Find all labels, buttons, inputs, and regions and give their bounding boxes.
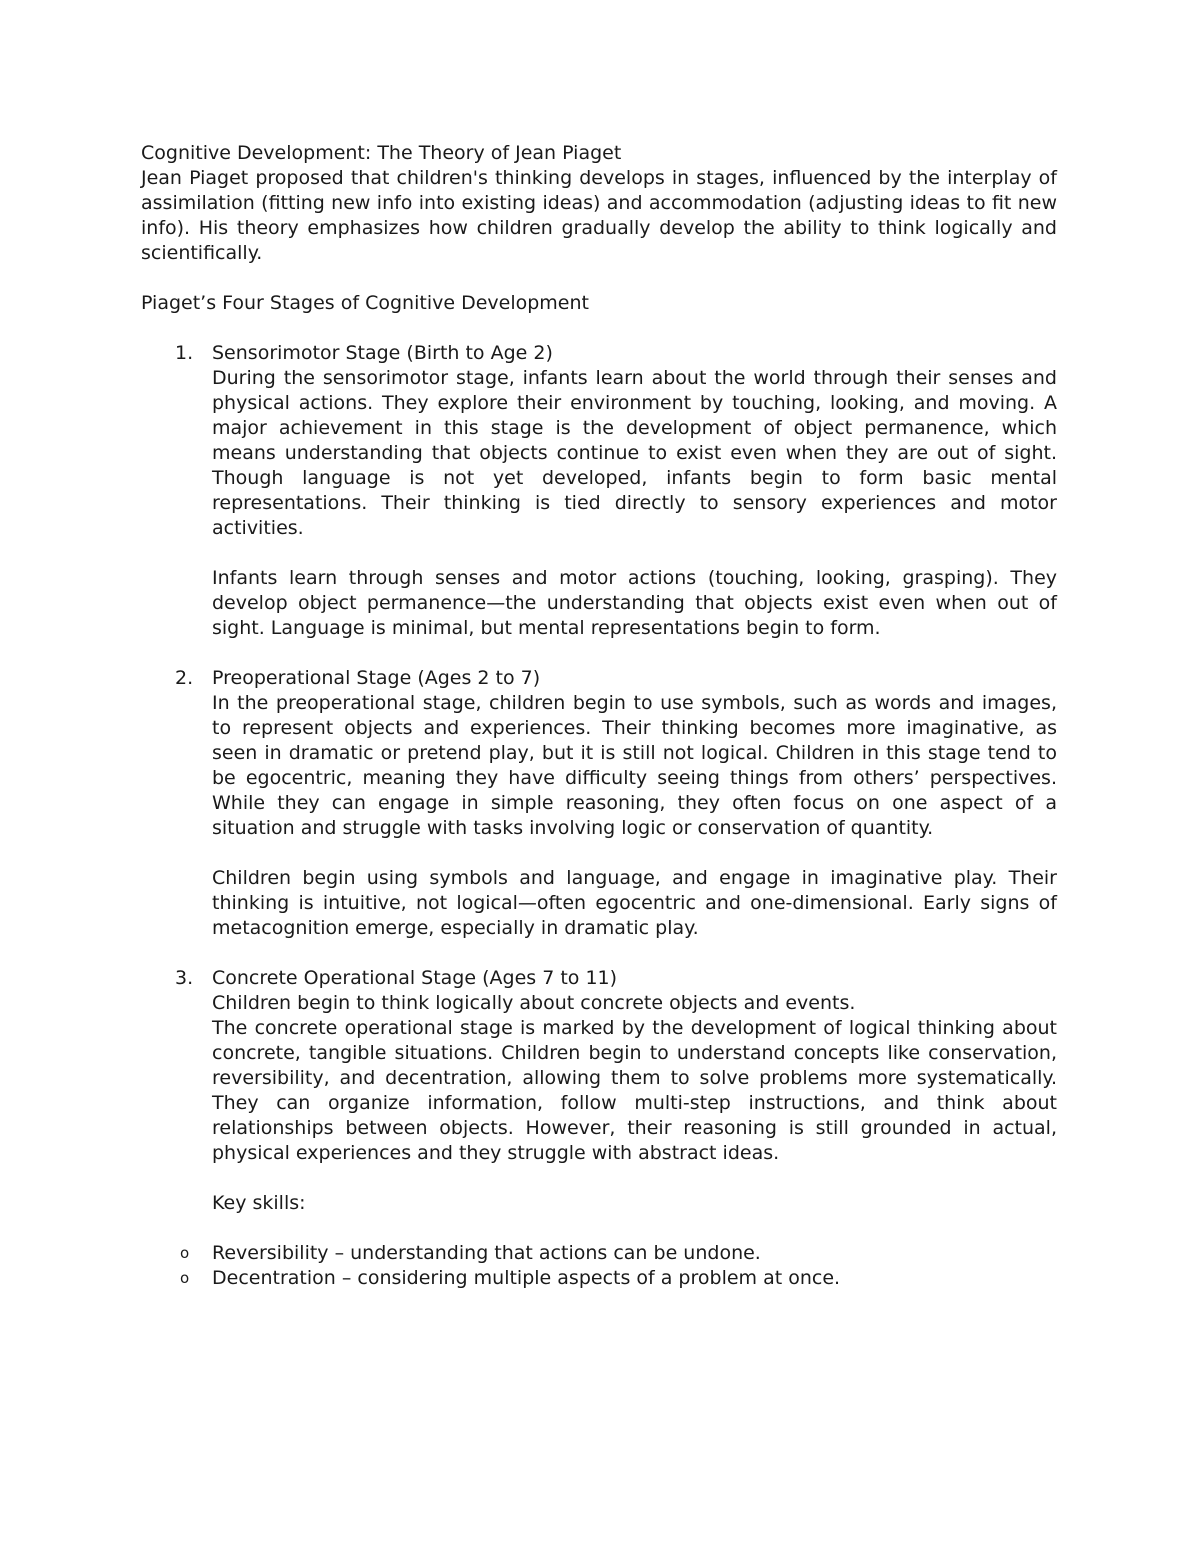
skill-text: Decentration – considering multiple aspects of a problem at once. bbox=[212, 1267, 841, 1289]
spacer bbox=[141, 316, 1057, 341]
skill-text: Reversibility – understanding that actions can be undone. bbox=[212, 1242, 761, 1264]
intro-paragraph: Jean Piaget proposed that children's thinking develops in stages, influenced by the interplay of assimilation (fitting new info into existing ideas) and accommodation (adjusting ideas to fit new info). His theory emphasizes how children gradually develop the ability to think logically and scientifically. bbox=[141, 167, 1057, 264]
stage-number: 3. bbox=[175, 967, 194, 989]
spacer bbox=[212, 1216, 1057, 1241]
spacer bbox=[141, 941, 1057, 966]
stage-description: During the sensorimotor stage, infants learn about the world through their senses and physical actions. They explore their environment by touching, looking, and moving. A major achievement in this stage is the development of object permanence, which means understanding that objects continue to exist even when they are out of sight. Though language is not yet developed, infants begin to form basic mental representations. Their thinking is tied directly to sensory experiences and motor activities. bbox=[212, 367, 1057, 539]
spacer bbox=[141, 641, 1057, 666]
stage-number: 2. bbox=[175, 667, 194, 689]
key-skills-list bbox=[141, 1241, 1057, 1291]
spacer bbox=[212, 1166, 1057, 1191]
stage-description: In the preoperational stage, children begin to use symbols, such as words and images, to represent objects and experiences. Their thinking becomes more imaginative, as seen in dramatic or pretend play, but it is still not logical. Children in this stage tend to be egocentric, meaning they have difficulty seeing things from others’ perspectives. While they can engage in simple reasoning, they often focus on one aspect of a situation and struggle with tasks involving logic or conservation of quantity. bbox=[212, 692, 1057, 839]
stage-summary: Children begin using symbols and language, and engage in imaginative play. Their thinking is intuitive, not logical—often egocentric and one-dimensional. Early signs of metacognition emerge, especially in dramatic play. bbox=[212, 867, 1057, 939]
stage-title: Concrete Operational Stage (Ages 7 to 11) bbox=[212, 967, 618, 989]
list-item bbox=[141, 1266, 1057, 1291]
circle-bullet-icon: o bbox=[180, 1244, 190, 1262]
list-item bbox=[141, 1241, 1057, 1266]
document-page bbox=[141, 141, 1057, 1291]
key-skills-label: Key skills: bbox=[212, 1192, 306, 1214]
stage-item-preoperational bbox=[141, 666, 1057, 941]
stage-description: The concrete operational stage is marked by the development of logical thinking about concrete, tangible situations. Children begin to understand concepts like conservation, reversibility, and decentration, allowing them to solve problems more systematically. They can organize information, follow multi-step instructions, and think about relationships between objects. However, their reasoning is still grounded in actual, physical experiences and they struggle with abstract ideas. bbox=[212, 1017, 1057, 1164]
stages-heading: Piaget’s Four Stages of Cognitive Development bbox=[141, 292, 589, 314]
stage-item-concrete-operational bbox=[141, 966, 1057, 1241]
stage-title: Preoperational Stage (Ages 2 to 7) bbox=[212, 667, 541, 689]
stage-summary: Infants learn through senses and motor actions (touching, looking, grasping). They develop object permanence—the understanding that objects exist even when out of sight. Language is minimal, but mental representations begin to form. bbox=[212, 567, 1057, 639]
circle-bullet-icon: o bbox=[180, 1269, 190, 1287]
document-title: Cognitive Development: The Theory of Jean Piaget bbox=[141, 142, 622, 164]
spacer bbox=[212, 841, 1057, 866]
spacer bbox=[141, 266, 1057, 291]
stage-number: 1. bbox=[175, 342, 194, 364]
stage-summary: Children begin to think logically about concrete objects and events. bbox=[212, 992, 856, 1014]
stage-title: Sensorimotor Stage (Birth to Age 2) bbox=[212, 342, 553, 364]
spacer bbox=[212, 541, 1057, 566]
stage-item-sensorimotor bbox=[141, 341, 1057, 641]
